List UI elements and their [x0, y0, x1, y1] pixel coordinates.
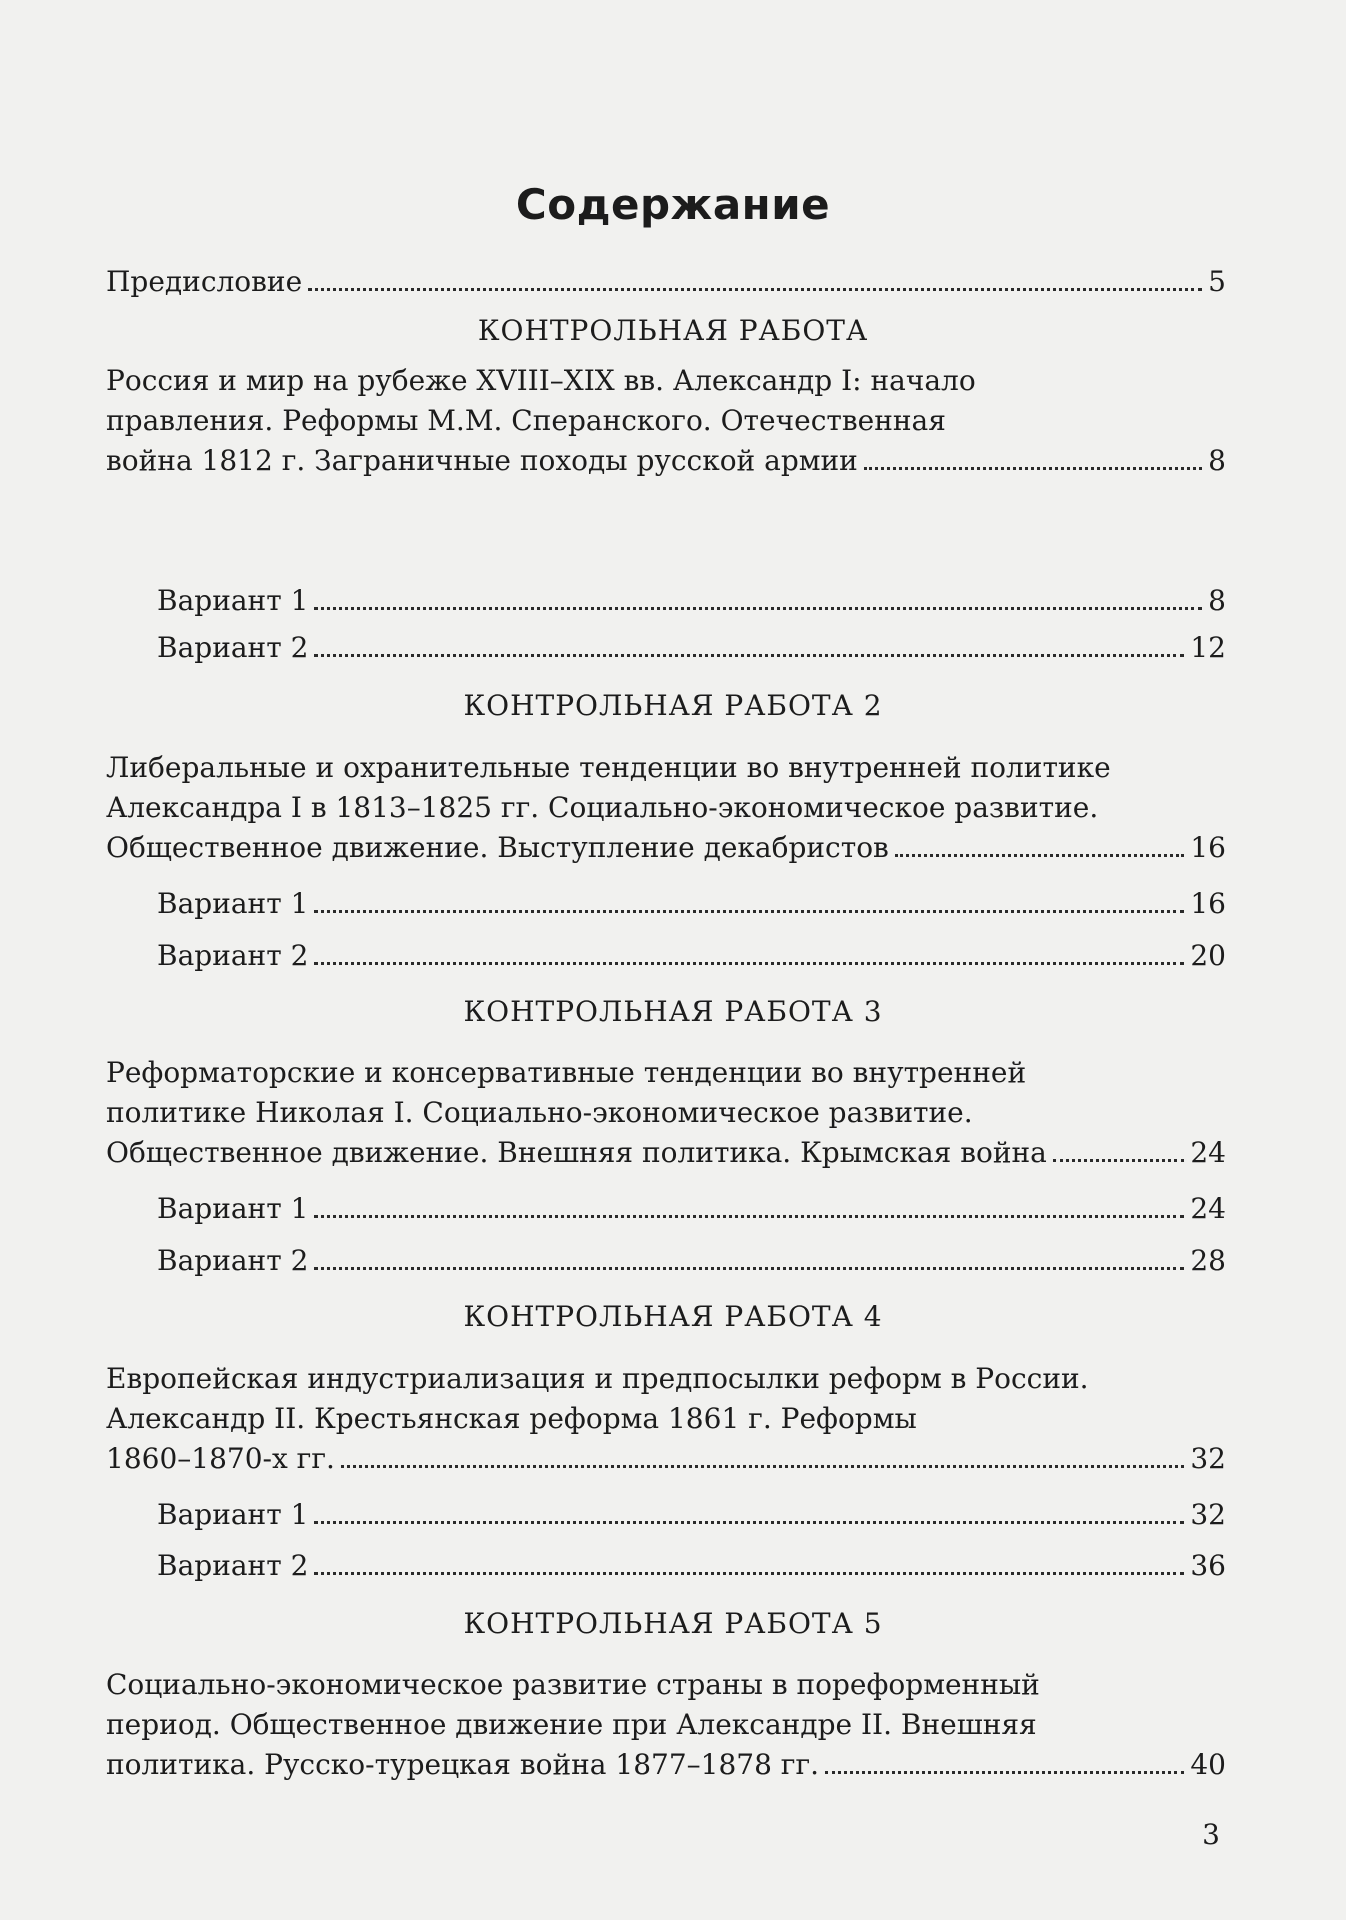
dot-leader [1053, 1133, 1185, 1162]
toc-entry [106, 361, 1226, 481]
entry-text-line: политика. Русско-турецкая война 1877–1878 гг. [106, 1748, 820, 1781]
section-heading: КОНТРОЛЬНАЯ РАБОТА 2 [463, 689, 883, 722]
dot-leader [308, 262, 1202, 291]
toc-entry [106, 1053, 1226, 1173]
toc-variant [157, 581, 1226, 621]
entry-text-line: политике Николая I. Социально-экономическое развитие. [106, 1096, 973, 1129]
entry-text: Предисловие [106, 265, 303, 298]
entry-text-line: война 1812 г. Заграничные походы русской армии [106, 444, 858, 477]
variant-label: Вариант 1 [157, 584, 309, 617]
toc-variant [157, 1495, 1226, 1535]
entry-page: 5 [1208, 265, 1226, 298]
dot-leader [314, 628, 1184, 657]
variant-label: Вариант 1 [157, 1498, 309, 1531]
variant-page: 36 [1190, 1549, 1226, 1582]
variant-label: Вариант 1 [157, 1192, 309, 1225]
toc-variant [157, 1546, 1226, 1586]
entry-page: 32 [1190, 1442, 1226, 1475]
variant-label: Вариант 2 [157, 631, 309, 664]
dot-leader [895, 828, 1185, 857]
entry-text-line: Реформаторские и консервативные тенденции во внутренней [106, 1056, 1027, 1089]
toc-entry [106, 748, 1226, 868]
entry-text-line: правления. Реформы М.М. Сперанского. Отечественная [106, 404, 946, 437]
variant-label: Вариант 2 [157, 939, 309, 972]
entry-page: 24 [1190, 1136, 1226, 1169]
section-heading: КОНТРОЛЬНАЯ РАБОТА 4 [463, 1300, 883, 1333]
dot-leader [341, 1439, 1184, 1468]
dot-leader [314, 1495, 1184, 1524]
dot-leader [314, 581, 1202, 610]
section-heading: КОНТРОЛЬНАЯ РАБОТА 3 [463, 995, 883, 1028]
toc-variant [157, 1189, 1226, 1229]
variant-label: Вариант 2 [157, 1549, 309, 1582]
dot-leader [314, 1546, 1184, 1575]
dot-leader [825, 1745, 1184, 1774]
variant-page: 8 [1208, 584, 1226, 617]
variant-label: Вариант 1 [157, 887, 309, 920]
entry-page: 40 [1190, 1748, 1226, 1781]
variant-page: 16 [1190, 887, 1226, 920]
entry-text-line: Россия и мир на рубеже XVIII–XIX вв. Александр I: начало [106, 364, 976, 397]
variant-page: 12 [1190, 631, 1226, 664]
entry-text-line: Европейская индустриализация и предпосылки реформ в России. [106, 1362, 1089, 1395]
entry-text-line: Социально-экономическое развитие страны в пореформенный [106, 1668, 1040, 1701]
variant-page: 28 [1190, 1244, 1226, 1277]
dot-leader [314, 1189, 1184, 1218]
entry-text-line: Общественное движение. Выступление декабристов [106, 831, 889, 864]
toc-variant [157, 628, 1226, 668]
dot-leader [314, 936, 1184, 965]
toc-variant [157, 936, 1226, 976]
entry-text-line: Либеральные и охранительные тенденции во внутренней политике [106, 751, 1111, 784]
dot-leader [314, 1241, 1184, 1270]
page-title: Содержание [515, 180, 831, 229]
section-heading: КОНТРОЛЬНАЯ РАБОТА 5 [463, 1607, 883, 1640]
variant-page: 32 [1190, 1498, 1226, 1531]
dot-leader [314, 884, 1184, 913]
toc-variant [157, 884, 1226, 924]
toc-entry [106, 1359, 1226, 1479]
section-heading: КОНТРОЛЬНАЯ РАБОТА [477, 314, 869, 347]
entry-text-line: Общественное движение. Внешняя политика. Крымская война [106, 1136, 1047, 1169]
toc-variant [157, 1241, 1226, 1281]
variant-page: 24 [1190, 1192, 1226, 1225]
entry-text-line: Александр II. Крестьянская реформа 1861 г. Реформы [106, 1402, 917, 1435]
variant-page: 20 [1190, 939, 1226, 972]
variant-label: Вариант 2 [157, 1244, 309, 1277]
entry-text-line: 1860–1870-х гг. [106, 1442, 335, 1475]
page-number: 3 [1202, 1818, 1220, 1851]
entry-page: 8 [1208, 444, 1226, 477]
toc-entry [106, 1665, 1226, 1785]
entry-page: 16 [1190, 831, 1226, 864]
entry-text-line: период. Общественное движение при Александре II. Внешняя [106, 1708, 1037, 1741]
dot-leader [864, 441, 1202, 470]
entry-text-line: Александра I в 1813–1825 гг. Социально-экономическое развитие. [106, 791, 1099, 824]
toc-entry-preface [106, 262, 1226, 302]
